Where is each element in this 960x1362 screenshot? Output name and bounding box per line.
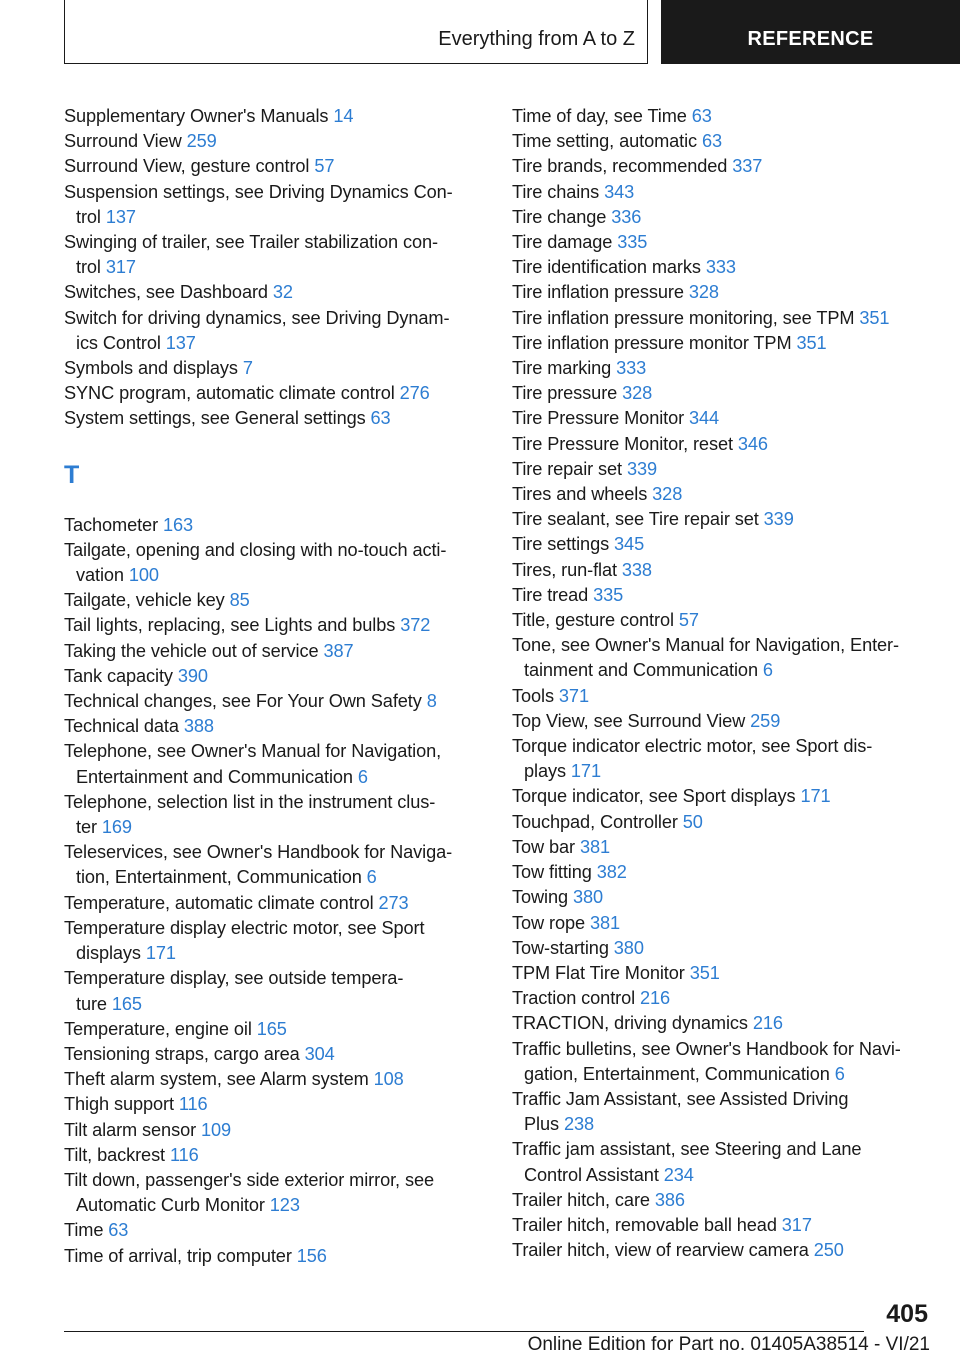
index-entry-text: trol [76,257,101,278]
index-entry-text: Towing [512,887,569,908]
index-entry [64,714,482,739]
chapter-title: REFERENCE [747,28,874,50]
index-entry-text: Tire sealant, see Tire repair set [512,509,759,530]
page-reference-link[interactable]: 328 [622,383,653,404]
index-entry-text: Time of day, see Time [512,106,687,126]
index-entry [64,840,482,890]
page-reference-link[interactable]: 63 [702,131,723,152]
index-entry-text: gation, Entertainment, Communication [524,1063,830,1084]
index-entry-text: Tow bar [512,836,575,857]
index-entry [512,860,930,885]
index-entry-text: Traction control [512,988,636,1009]
index-entry-text: Tilt down, passenger's side exterior mirror, see [64,1169,434,1190]
index-entry [512,885,930,910]
page-reference-link[interactable]: 100 [128,565,159,586]
index-entry-text: SYNC program, automatic climate control [64,383,395,404]
section-title: Everything from A to Z [438,28,635,50]
index-entry [64,356,482,381]
page-reference-link[interactable]: 8 [426,691,437,712]
index-entry [512,911,930,936]
index-entry [64,1244,482,1269]
index-entry [512,810,930,835]
index-entry [512,684,930,709]
index-entry-text: Tire Pressure Monitor [512,408,685,429]
page-reference-link[interactable]: 338 [621,559,652,580]
page-reference-link[interactable]: 351 [796,332,827,353]
page-reference-link[interactable]: 304 [304,1043,335,1064]
page-reference-link[interactable]: 380 [613,937,644,958]
chapter-tab [661,0,960,64]
index-entry-text: Temperature display, see outside tempera- [64,968,404,989]
index-entry-text: System settings, see General settings [64,408,366,429]
index-entry [512,709,930,734]
index-entry-text: ter [76,817,97,838]
index-entry-text: TPM Flat Tire Monitor [512,962,685,983]
page-header [0,0,960,66]
page-reference-link[interactable]: 250 [813,1240,844,1261]
page-reference-link[interactable]: 137 [105,206,136,227]
index-entry [512,633,930,683]
index-entry [512,1037,930,1087]
index-entry-text: Symbols and displays [64,358,238,379]
page-reference-link[interactable]: 344 [689,408,720,429]
index-entry [512,432,930,457]
page-reference-link[interactable]: 163 [162,514,194,535]
index-entry [512,1011,930,1036]
index-entry [512,1213,930,1238]
index-entry [64,306,482,356]
index-entry [64,1218,482,1243]
page-reference-link[interactable]: 335 [593,584,624,605]
index-entry-text: trol [76,206,101,227]
page-reference-link[interactable]: 216 [640,988,671,1009]
index-entry-text: Tilt, backrest [64,1144,166,1165]
page-reference-link[interactable]: 371 [558,685,589,706]
page-reference-link[interactable]: 276 [399,383,430,404]
index-entry-text: Tire chains [512,181,600,202]
index-entry [64,381,482,406]
index-entry-text: Temperature, engine oil [64,1018,252,1039]
index-entry-text: Torque indicator, see Sport displays [512,786,796,807]
page-reference-link[interactable]: 388 [183,716,214,737]
index-entry-text: Tensioning straps, cargo area [64,1043,300,1064]
page-reference-link[interactable]: 381 [579,836,610,857]
page-reference-link[interactable]: 123 [269,1195,300,1216]
page-reference-link[interactable]: 259 [750,710,781,731]
index-entry-text: Tire damage [512,232,613,253]
index-entry-text: Suspension settings, see Driving Dynamics Con- [64,181,453,202]
index-entry-text: Taking the vehicle out of service [64,640,319,661]
index-entry [512,230,930,255]
index-entry [64,406,482,431]
index-entry [512,608,930,633]
page-reference-link[interactable]: 345 [614,534,645,555]
page-reference-link[interactable]: 387 [323,640,354,661]
page-reference-link[interactable]: 216 [752,1013,783,1034]
index-entry [64,613,482,638]
page-reference-link[interactable]: 6 [834,1063,845,1084]
index-entry-text: Theft alarm system, see Alarm system [64,1069,369,1090]
index-entry-text: Tailgate, vehicle key [64,590,225,611]
index-entry [512,104,930,129]
index-entry [512,784,930,809]
page-reference-link[interactable]: 346 [737,433,768,454]
page-reference-link[interactable]: 63 [108,1220,129,1241]
index-entry-text: Tone, see Owner's Manual for Navigation, Enter- [512,635,899,656]
index-entry-text: Switches, see Dashboard [64,282,268,303]
section-tab [64,0,648,64]
page-reference-link[interactable]: 328 [652,484,683,505]
index-entry-text: Tire identification marks [512,257,701,278]
index-entry [64,1042,482,1067]
index-entry-text: Technical data [64,716,179,737]
index-entry [512,532,930,557]
index-entry-text: Touchpad, Controller [512,811,678,832]
index-entry-text: TRACTION, driving dynamics [512,1013,748,1034]
index-entry-text: Tire inflation pressure [512,282,684,303]
index-entry [64,280,482,305]
index-entry-text: Tire marking [512,358,612,379]
index-entry [512,306,930,331]
index-entry-text: Temperature display electric motor, see Sport [64,917,425,938]
page-reference-link[interactable]: 50 [682,811,703,832]
index-entry [64,1118,482,1143]
page-reference-link[interactable]: 337 [732,156,763,177]
page-reference-link[interactable]: 6 [366,867,377,888]
page-reference-link[interactable]: 108 [373,1069,404,1090]
index-entry [64,790,482,840]
index-entry [64,1017,482,1042]
page-reference-link[interactable]: 339 [763,509,794,530]
index-entry-text: Telephone, selection list in the instrument clus- [64,791,436,812]
index-entry-text: Tank capacity [64,665,173,686]
page-reference-link[interactable]: 317 [105,257,136,278]
index-entry [512,1087,930,1137]
index-entry-text: ics Control [76,332,161,353]
index-entry-text: Surround View [64,131,182,152]
index-entry-text: vation [76,565,124,586]
index-entry [512,205,930,230]
index-entry-text: displays [76,943,141,964]
page-reference-link[interactable]: 7 [242,358,253,379]
index-letter-heading: T [64,460,80,489]
index-column-right [512,104,930,1263]
page-reference-link[interactable]: 57 [314,156,335,177]
page-reference-link[interactable]: 85 [229,590,250,611]
index-entry-text: Tires, run-flat [512,559,617,580]
index-entry-text: Tire inflation pressure monitoring, see TPM [512,307,855,328]
page-reference-link[interactable]: 171 [145,943,176,964]
page-reference-link[interactable]: 339 [626,458,658,479]
index-entry [512,936,930,961]
index-entry [512,406,930,431]
index-entry [64,588,482,613]
page-reference-link[interactable]: 328 [688,282,719,303]
index-entry [64,230,482,280]
page-reference-link[interactable]: 6 [762,660,773,681]
index-entry [512,1238,930,1263]
index-entry-text: ture [76,993,107,1014]
page-reference-link[interactable]: 273 [378,892,409,913]
index-entry [512,482,930,507]
index-entry-text: Tires and wheels [512,484,648,505]
page-reference-link[interactable]: 333 [616,358,647,379]
index-entry [64,916,482,966]
index-entry [64,154,482,179]
index-entry [512,280,930,305]
index-entry-text: Tire Pressure Monitor, reset [512,433,733,454]
index-entry-text: Tire settings [512,534,610,555]
page-reference-link[interactable]: 335 [617,232,648,253]
page-reference-link[interactable]: 165 [256,1018,287,1039]
index-entry-text: Time [64,1220,104,1241]
page-reference-link[interactable]: 234 [663,1164,694,1185]
index-entry-text: Tire brands, recommended [512,156,728,177]
footer-divider [64,1331,864,1332]
index-entry [512,154,930,179]
index-entry [64,180,482,230]
page-reference-link[interactable]: 336 [611,206,642,227]
index-entry-text: Tow fitting [512,862,592,883]
page-reference-link[interactable]: 171 [800,786,831,807]
index-entry [512,1188,930,1213]
index-entry-text: Time setting, automatic [512,131,698,152]
index-entry [512,583,930,608]
page-reference-link[interactable]: 169 [101,817,132,838]
index-entry-text: Tire change [512,206,607,227]
page-reference-link[interactable]: 333 [705,257,736,278]
index-entry [64,739,482,789]
index-entry-text: Tire tread [512,584,589,605]
index-entry [64,104,482,129]
index-entry-text: Control Assistant [524,1164,659,1185]
index-entry-text: Switch for driving dynamics, see Driving Dynam- [64,307,450,328]
index-entry-text: Torque indicator electric motor, see Sport dis- [512,736,873,757]
index-entry-text: Tow-starting [512,937,609,958]
page-reference-link[interactable]: 171 [570,761,601,782]
index-entry [64,538,482,588]
page-number: 405 [886,1300,928,1328]
index-entry-text: Technical changes, see For Your Own Safety [64,691,422,712]
index-entry-text: Trailer hitch, removable ball head [512,1214,777,1235]
index-entry-text: Entertainment and Communication [76,766,353,787]
index-entry [64,513,482,538]
index-entry-text: tion, Entertainment, Communication [76,867,362,888]
page-reference-link[interactable]: 381 [589,912,620,933]
index-entry [64,891,482,916]
index-entry-text: Automatic Curb Monitor [76,1195,265,1216]
index-entry [512,507,930,532]
index-entry-text: Tire inflation pressure monitor TPM [512,332,792,353]
index-entry [512,381,930,406]
page-reference-link[interactable]: 6 [357,766,368,787]
index-entry [512,734,930,784]
index-column-left [64,104,482,1269]
index-entry [64,689,482,714]
index-entry-text: Traffic jam assistant, see Steering and Lane [512,1139,862,1160]
index-entry-text: Teleservices, see Owner's Handbook for Naviga- [64,842,453,863]
page-reference-link[interactable]: 343 [604,181,635,202]
index-entry [512,457,930,482]
page-reference-link[interactable]: 390 [177,665,208,686]
page-reference-link[interactable]: 156 [296,1245,327,1266]
index-entry [64,966,482,1016]
index-entry [512,180,930,205]
page-reference-link[interactable]: 109 [201,1119,232,1140]
page-reference-link[interactable]: 32 [272,282,293,303]
index-entry [512,356,930,381]
index-entry-text: Supplementary Owner's Manuals [64,106,329,126]
index-entry-text: Tilt alarm sensor [64,1119,197,1140]
page-reference-link[interactable]: 116 [178,1094,208,1115]
page-reference-link[interactable]: 380 [572,887,604,908]
index-entry [512,129,930,154]
index-entry [512,331,930,356]
page-reference-link[interactable]: 372 [400,615,431,636]
page-reference-link[interactable]: 317 [781,1214,812,1235]
page-reference-link[interactable]: 14 [333,106,354,126]
index-entry [512,835,930,860]
index-entry-text: Top View, see Surround View [512,710,746,731]
index-entry-text: tainment and Communication [524,660,758,681]
index-entry-text: Tire pressure [512,383,618,404]
index-entry-text: Swinging of trailer, see Trailer stabilization con- [64,232,438,253]
index-entry [64,129,482,154]
page-reference-link[interactable]: 386 [654,1189,685,1210]
page-reference-link[interactable]: 137 [165,332,196,353]
index-entry-text: Trailer hitch, view of rearview camera [512,1240,809,1261]
index-entry [512,961,930,986]
index-entry-text: Tow rope [512,912,585,933]
index-entry [64,1168,482,1218]
index-entry [64,1067,482,1092]
index-entry [512,558,930,583]
edition-note: Online Edition for Part no. 01405A38514 - VI/21 [527,1334,930,1355]
index-entry-text: Time of arrival, trip computer [64,1245,292,1266]
index-entry-text: Tools [512,685,554,706]
index-entry-text: Temperature, automatic climate control [64,892,374,913]
index-entry-text: Plus [524,1114,559,1135]
page-reference-link[interactable]: 63 [691,106,712,126]
index-entry-text: Tail lights, replacing, see Lights and bulbs [64,615,396,636]
index-entry [64,1143,482,1168]
index-entry-text: Surround View, gesture control [64,156,310,177]
page-reference-link[interactable]: 382 [596,862,627,883]
index-entry [512,986,930,1011]
index-entry [512,1137,930,1187]
index-entry-text: Trailer hitch, care [512,1189,650,1210]
index-entry [512,255,930,280]
index-entry-text: Traffic Jam Assistant, see Assisted Driving [512,1088,849,1109]
page-reference-link[interactable]: 57 [678,610,699,631]
page-reference-link[interactable]: 351 [859,307,890,328]
page-reference-link[interactable]: 165 [111,993,142,1014]
index-entry-text: Title, gesture control [512,610,674,631]
page-reference-link[interactable]: 116 [169,1144,199,1165]
index-entry-text: Tachometer [64,514,159,535]
index-entry [64,664,482,689]
index-entry [64,639,482,664]
index-entry [64,1092,482,1117]
page-reference-link[interactable]: 238 [563,1114,594,1135]
index-entry-text: Traffic bulletins, see Owner's Handbook for Navi- [512,1038,901,1059]
index-entry-text: Tailgate, opening and closing with no-touch acti- [64,539,447,560]
index-entry-text: plays [524,761,566,782]
index-entry-text: Thigh support [64,1094,174,1115]
page-reference-link[interactable]: 259 [186,131,217,152]
index-entry-text: Tire repair set [512,458,623,479]
page-reference-link[interactable]: 351 [689,962,720,983]
index-entry-text: Telephone, see Owner's Manual for Navigation, [64,741,442,762]
page-reference-link[interactable]: 63 [370,408,391,429]
